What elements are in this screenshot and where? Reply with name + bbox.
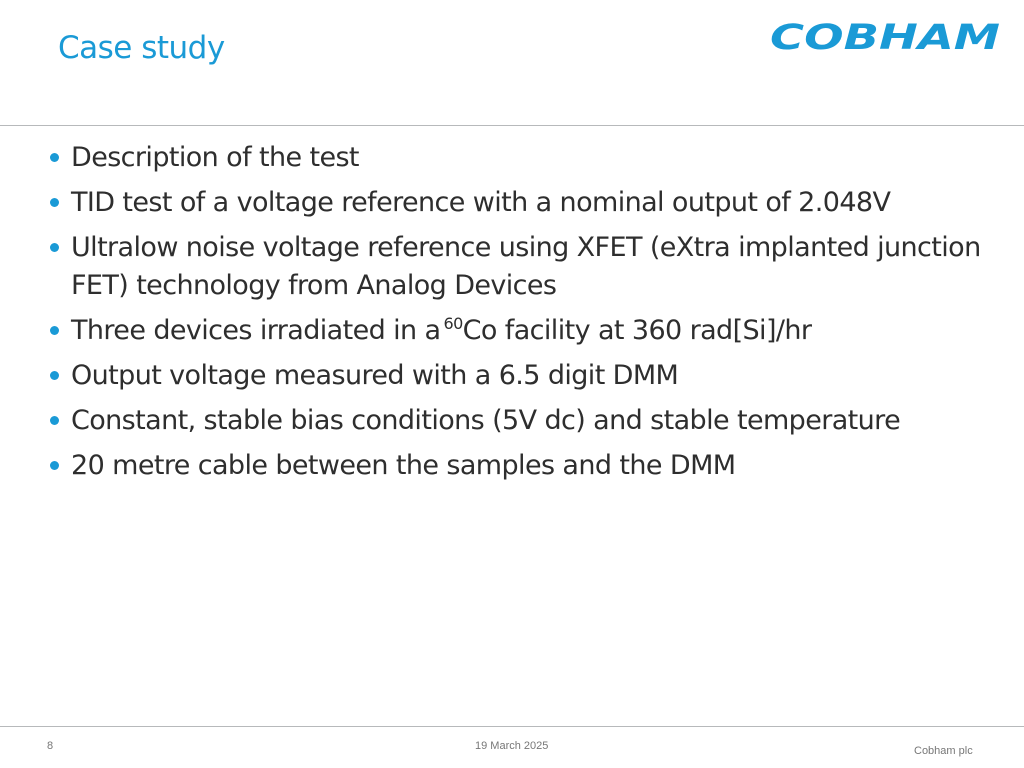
bullet-dot-icon xyxy=(50,153,59,162)
bullet-text: Three devices irradiated in a xyxy=(71,315,441,346)
bullet-item xyxy=(44,229,1004,305)
page-number: 8 xyxy=(47,740,54,752)
bullet-dot-icon xyxy=(50,416,59,425)
bullet-item xyxy=(44,402,1004,440)
bullet-text: Description of the test xyxy=(71,142,359,173)
bullet-text: TID test of a voltage reference with a nominal output of 2.048V xyxy=(71,187,891,218)
bullet-item xyxy=(44,312,1004,350)
bullet-text: Output voltage measured with a 6.5 digit DMM xyxy=(71,360,679,391)
isotope-superscript: 60 xyxy=(443,314,463,333)
bullet-item xyxy=(44,447,1004,485)
bullet-text: Co facility at 360 rad[Si]/hr xyxy=(462,315,812,346)
bullet-dot-icon xyxy=(50,371,59,380)
bullet-text: Ultralow noise voltage reference using XFET (eXtra implanted junction FET) technology from Analog Devices xyxy=(71,232,981,301)
bullet-dot-icon xyxy=(50,243,59,252)
footer-divider xyxy=(0,726,1024,727)
bullet-dot-icon xyxy=(50,198,59,207)
footer-company: Cobham plc xyxy=(914,745,973,757)
slide-title: Case study xyxy=(58,30,225,66)
logo-text: COBHAM xyxy=(770,20,1001,54)
bullet-dot-icon xyxy=(50,326,59,335)
bullet-item xyxy=(44,139,1004,177)
bullet-text: 20 metre cable between the samples and the DMM xyxy=(71,450,736,481)
bullet-dot-icon xyxy=(50,461,59,470)
bullet-list xyxy=(44,139,1004,492)
bullet-item xyxy=(44,357,1004,395)
footer-date: 19 March 2025 xyxy=(475,740,549,752)
bullet-text: Constant, stable bias conditions (5V dc) and stable temperature xyxy=(71,405,901,436)
bullet-item xyxy=(44,184,1004,222)
cobham-logo xyxy=(768,20,1002,54)
header-divider xyxy=(0,125,1024,126)
